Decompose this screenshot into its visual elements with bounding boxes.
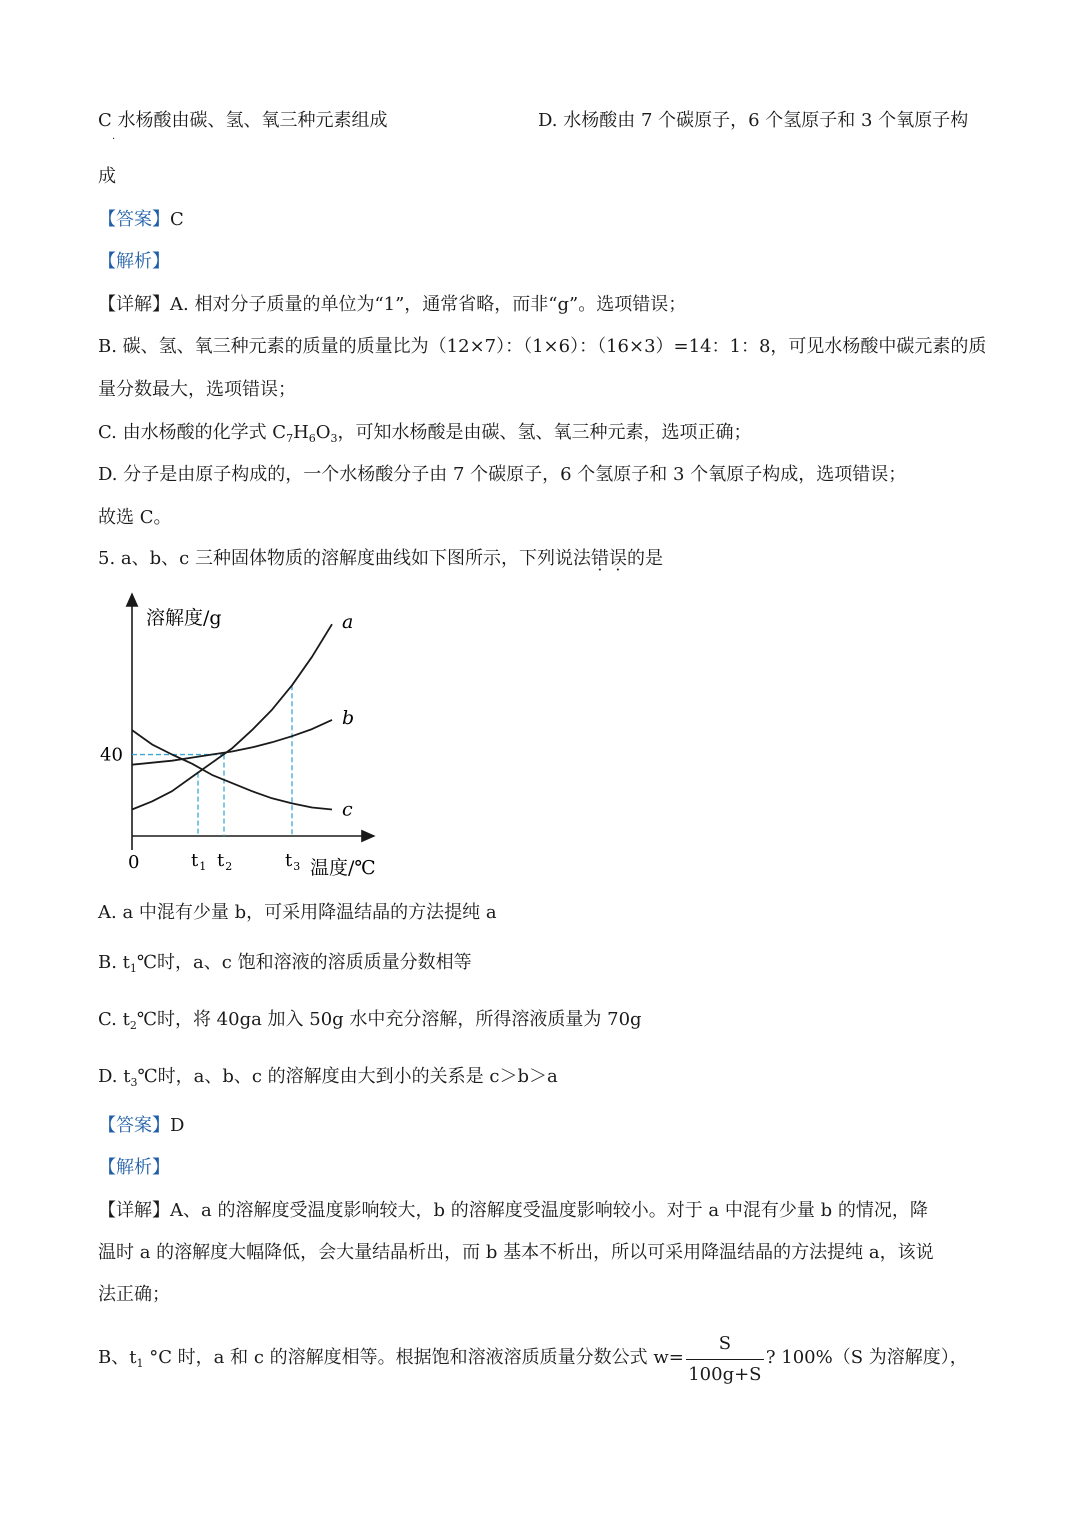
q4-answer [98,207,982,233]
series-label-b: b [342,706,355,729]
q5-option-c [98,1007,982,1039]
q4-answer-value: C [170,209,184,230]
x-axis-label: 温度/℃ [310,857,376,879]
q5-option-b [98,950,982,982]
stray-dot: · [112,134,116,145]
solubility-chart [92,588,392,888]
q5-detail-b-pre: B、t [98,1347,137,1368]
q5-stem-emph-2: 误 [608,548,627,569]
q5-option-b-pre: B. t [98,952,130,973]
q4-option-d: D. 水杨酸由 7 个碳原子，6 个氢原子和 3 个氧原子构 [538,110,969,131]
curve-b [132,720,332,765]
q5-stem-emph-1: 错 [590,548,609,569]
q5-option-b-sub: 1 [129,962,137,975]
q4-detail-c [98,420,982,452]
q4-answer-tag: 【答案】 [98,209,170,230]
series-label-c: c [342,798,353,821]
q4-conclusion: 故选 C。 [98,507,172,528]
q4-options-row [98,108,982,134]
q5-detail-b-mid: °C 时，a 和 c 的溶解度相等。根据饱和溶液溶质质量分数公式 w= [143,1347,684,1368]
q5-detail-b-post: ? 100%（S 为溶解度）， [765,1347,968,1368]
formula-numerator: S [718,1333,732,1354]
series-labels [342,611,354,820]
q5-option-c-pre: C. t [98,1009,130,1030]
q5-option-d-sub: 3 [130,1076,138,1089]
q5-option-c-sub: 2 [129,1019,137,1032]
q4-detail-c-pre: C. 由水杨酸的化学式 C [98,422,287,443]
x-tick-t1: $t_1$ [191,850,207,873]
q4-detail-a: 【详解】A. 相对分子质量的单位为“1”，通常省略，而非“g”。选项错误； [98,294,687,315]
formula-sub-7: 7 [286,432,294,445]
formula-h: H [293,422,309,443]
guide-lines [132,685,292,836]
q5-stem-pre: 5. a、b、c 三种固体物质的溶解度曲线如下图所示，下列说法 [98,548,591,569]
q5-detail-b-sub: 1 [136,1357,144,1370]
fraction-bar [686,1359,764,1360]
q4-detail-b2: 量分数最大，选项错误； [98,379,296,400]
q5-option-d-post: ℃时，a、b、c 的溶解度由大到小的关系是 c＞b＞a [137,1066,558,1087]
q5-answer-value: D [170,1115,185,1136]
y-tick-40: 40 [100,744,123,766]
q5-option-c-post: ℃时，将 40ga 加入 50g 水中充分溶解，所得溶液质量为 70g [136,1009,642,1030]
series-label-a: a [342,611,354,634]
q5-detail-a2: 温时 a 的溶解度大幅降低，会大量结晶析出，而 b 基本不析出，所以可采用降温结晶的方法提纯 a，该说 [98,1242,934,1263]
curves [132,624,332,809]
mass-fraction-formula [686,1330,764,1386]
q5-option-d [98,1064,982,1096]
formula-sub-6: 6 [308,432,316,445]
x-tick-t2: $t_2$ [217,850,233,873]
q5-detail-b [98,1330,982,1390]
x-tick-t3: $t_3$ [285,850,301,873]
q5-stem [98,546,982,572]
y-axis-label: 溶解度/g [146,607,222,629]
curve-c [132,730,332,809]
x-ticks [191,850,300,873]
q5-detail-a3: 法正确； [98,1284,170,1305]
formula-o: O [315,422,331,443]
formula-denominator: 100g+S [688,1364,762,1385]
q4-analysis-tag: 【解析】 [98,251,170,272]
q4-detail-d: D. 分子是由原子构成的，一个水杨酸分子由 7 个碳原子，6 个氢原子和 3 个氧原子构成，选项错误； [98,464,907,485]
q5-option-d-pre: D. t [98,1066,131,1087]
q4-detail-b1: B. 碳、氢、氧三种元素的质量的质量比为（12×7）：（1×6）：（16×3）=14：1：8，可见水杨酸中碳元素的质 [98,336,987,357]
q5-answer [98,1113,982,1139]
q5-stem-post: 的是 [626,548,663,569]
q5-answer-tag: 【答案】 [98,1115,170,1136]
q4-option-c: C 水杨酸由碳、氢、氧三种元素组成 [98,110,388,131]
q4-detail-c-post: ，可知水杨酸是由碳、氢、氧三种元素，选项正确； [337,422,752,443]
formula-sub-3: 3 [330,432,338,445]
q5-detail-a1: 【详解】A、a 的溶解度受温度影响较大，b 的溶解度受温度影响较小。对于 a 中混有少量 b 的情况，降 [98,1200,928,1221]
q4-option-d-wrap: 成 [98,166,116,187]
curve-a [132,624,332,809]
q5-option-b-post: ℃时，a、c 饱和溶液的溶质质量分数相等 [136,952,472,973]
q5-analysis-tag: 【解析】 [98,1157,170,1178]
origin-label: 0 [128,852,140,873]
q5-option-a: A. a 中混有少量 b，可采用降温结晶的方法提纯 a [98,902,497,923]
